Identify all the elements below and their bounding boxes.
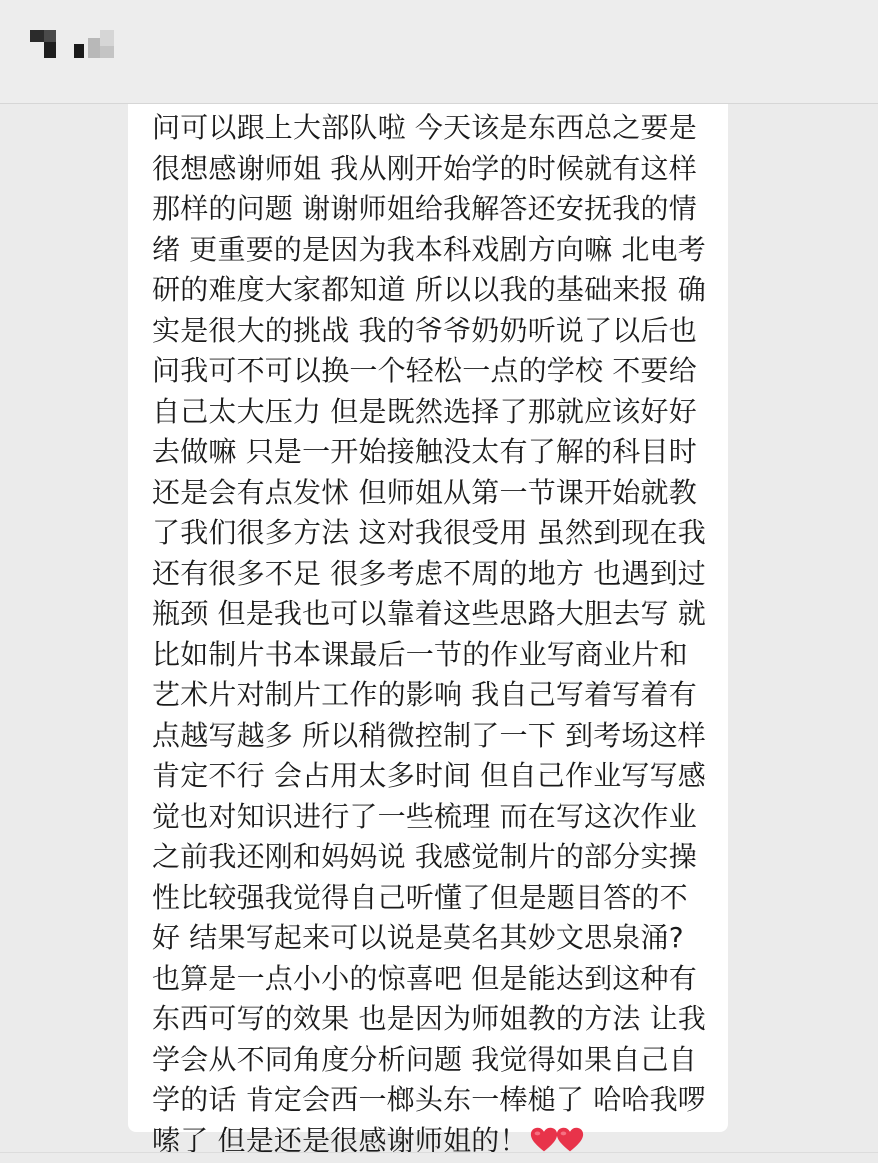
message-line: 实是很大的挑战 我的爷爷奶奶听说了以后也 — [152, 313, 697, 347]
message-bubble[interactable] — [128, 104, 728, 1152]
message-line-text: 嗦了 但是还是很感谢师姐的！ — [152, 1123, 528, 1152]
message-line: 研的难度大家都知道 所以以我的基础来报 确 — [152, 273, 707, 306]
input-area-edge — [0, 1152, 878, 1163]
message-line: 比如制片书本课最后一节的作业写商业片和 — [152, 637, 688, 671]
message-line: 很想感谢师姐 我从刚开始学的时候就有这样 — [152, 151, 697, 185]
message-line: 绪 更重要的是因为我本科戏剧方向嘛 北电考 — [152, 232, 707, 266]
message-text — [152, 149, 706, 1121]
message-line: 那样的问题 谢谢师姐给我解答还安抚我的情 — [152, 192, 697, 225]
message-line: 自己太大压力 但是既然选择了那就应该好好 — [152, 394, 697, 428]
message-line: 问可以跟上大部队啦 今天该是东西总之要是 — [152, 111, 697, 144]
message-line: 之前我还刚和妈妈说 我感觉制片的部分实操 — [152, 840, 697, 873]
message-line: 还有很多不足 很多考虑不周的地方 也遇到过 — [152, 556, 707, 590]
message-line: 性比较强我觉得自己听懂了但是题目答的不 — [152, 880, 688, 914]
message-last-line — [152, 1121, 706, 1153]
message-line: 好 结果写起来可以说是莫名其妙文思泉涌? — [152, 921, 684, 954]
message-line: 也算是一点小小的惊喜吧 但是能达到这种有 — [152, 961, 697, 995]
message-line: 去做嘛 只是一开始接触没太有了解的科目时 — [152, 435, 697, 468]
message-line: 学会从不同角度分析问题 我觉得如果自己自 — [152, 1042, 697, 1076]
chat-header — [0, 0, 878, 104]
message-line: 了我们很多方法 这对我很受用 虽然到现在我 — [152, 516, 707, 549]
message-line: 瓶颈 但是我也可以靠着这些思路大胆去写 就 — [152, 597, 707, 630]
message-line: 学的话 肯定会西一榔头东一棒槌了 哈哈我啰 — [152, 1083, 707, 1116]
message-line: 还是会有点发怵 但师姐从第一节课开始就教 — [152, 475, 697, 509]
message-line: 觉也对知识进行了一些梳理 而在写这次作业 — [152, 799, 697, 833]
chat-message-area[interactable] — [0, 104, 878, 1152]
heart-icon — [530, 1126, 558, 1153]
heart-icon — [556, 1126, 584, 1153]
pixelated-avatar-icon[interactable] — [30, 30, 122, 60]
message-line: 东西可写的效果 也是因为师姐教的方法 让我 — [152, 1002, 707, 1035]
message-line: 肯定不行 会占用太多时间 但自己作业写写感 — [152, 759, 707, 792]
message-line: 艺术片对制片工作的影响 我自己写着写着有 — [152, 678, 697, 711]
message-line: 点越写越多 所以稍微控制了一下 到考场这样 — [152, 718, 707, 752]
message-line: 问我可不可以换一个轻松一点的学校 不要给 — [152, 354, 697, 387]
